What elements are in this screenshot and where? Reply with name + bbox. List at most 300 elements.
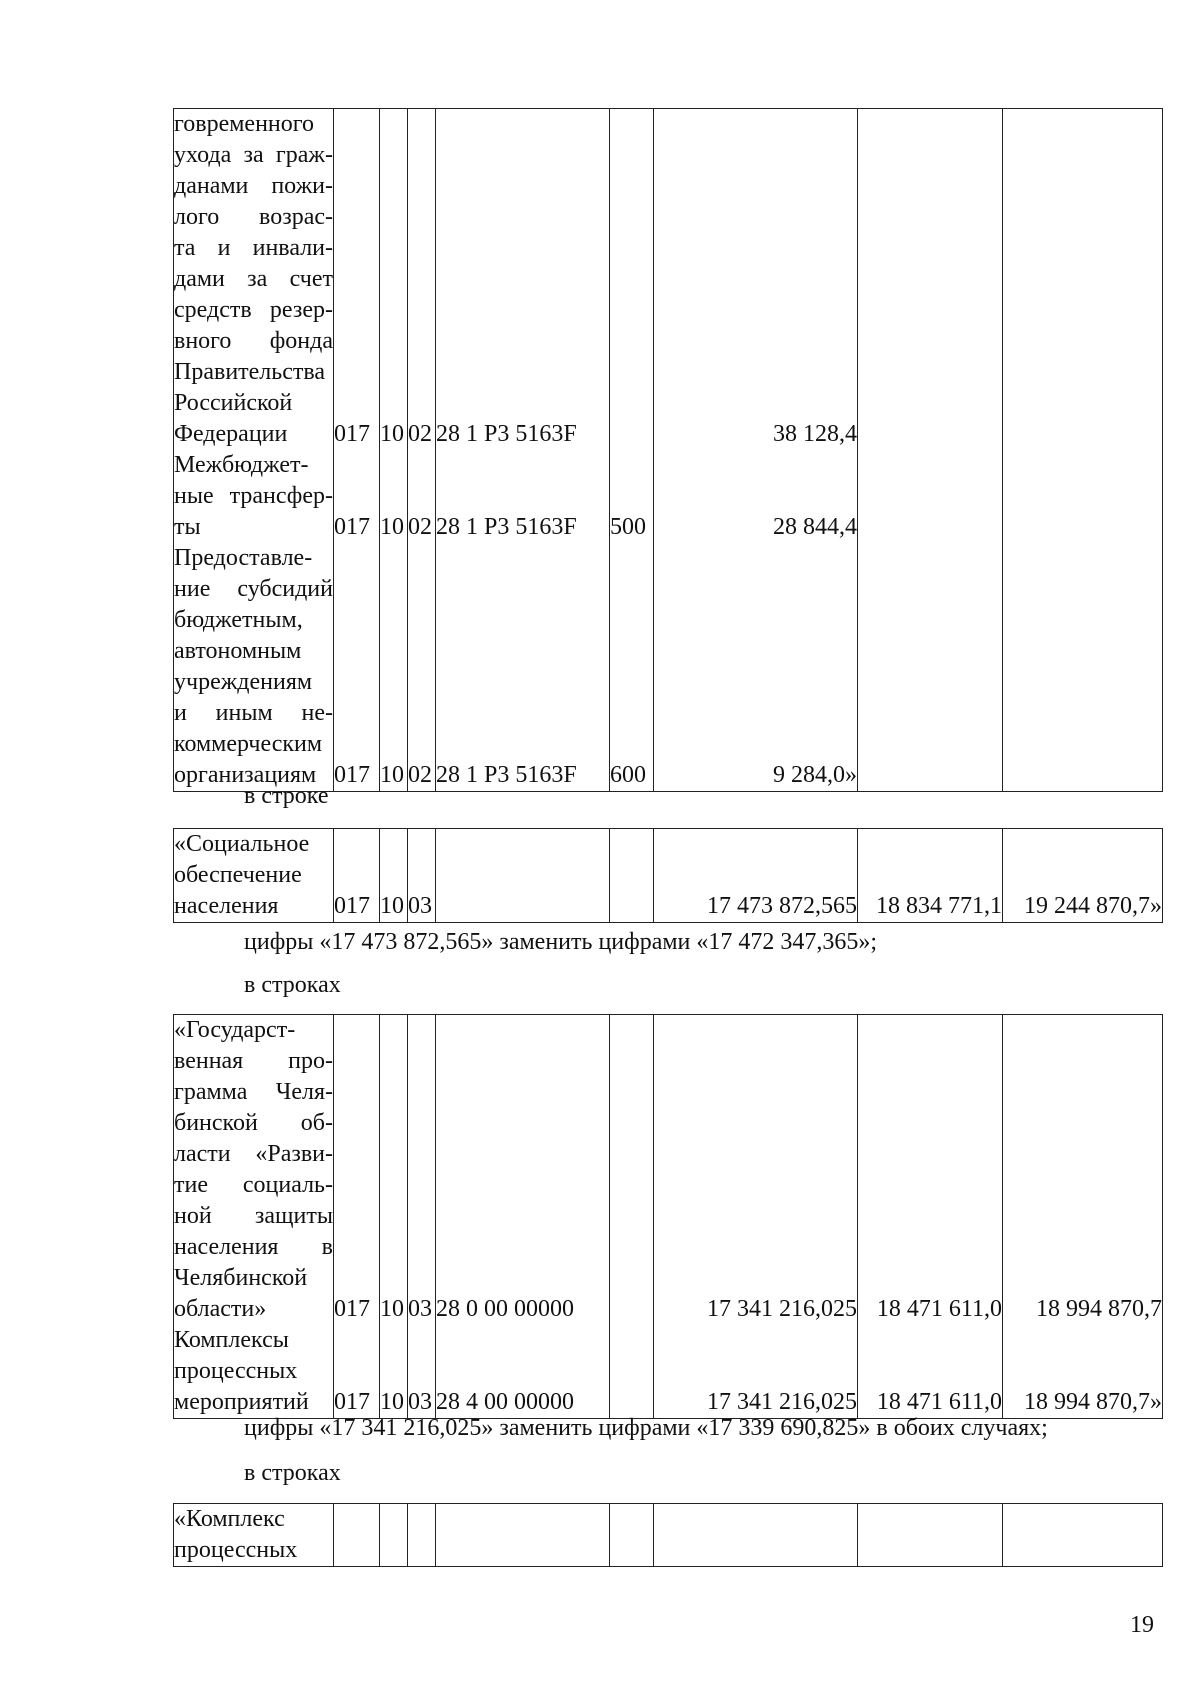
cell-target-article	[436, 1170, 610, 1201]
cell-section	[380, 543, 408, 574]
cell-expense-type	[610, 1139, 654, 1170]
cell-expense-type	[610, 1046, 654, 1077]
cell-target-article	[436, 388, 610, 419]
cell-target-article: 28 4 00 00000	[436, 1387, 610, 1419]
cell-amount-year2	[858, 481, 1003, 512]
cell-name	[174, 512, 334, 543]
table-row	[174, 295, 1163, 326]
cell-amount-year3: 18 994 870,7	[1003, 1294, 1163, 1325]
cell-name	[174, 171, 334, 202]
cell-section	[380, 729, 408, 760]
cell-target-article	[436, 1015, 610, 1047]
cell-amount-year3	[1003, 1046, 1163, 1077]
cell-amount-year3	[1003, 419, 1163, 450]
cell-target-article	[436, 1201, 610, 1232]
cell-gov-code	[334, 388, 380, 419]
cell-gov-code	[334, 357, 380, 388]
cell-amount-year1	[654, 1046, 858, 1077]
cell-expense-type	[610, 574, 654, 605]
cell-gov-code	[334, 233, 380, 264]
cell-amount-year2	[858, 357, 1003, 388]
cell-name-line: Федерации	[174, 421, 288, 447]
cell-amount-year1	[654, 667, 858, 698]
cell-name	[174, 1046, 334, 1077]
cell-name	[174, 636, 334, 667]
cell-amount-year1	[654, 1170, 858, 1201]
cell-section	[380, 326, 408, 357]
cell-target-article	[436, 357, 610, 388]
cell-amount-year2	[858, 1232, 1003, 1263]
cell-amount-year2	[858, 1077, 1003, 1108]
cell-expense-type	[610, 1170, 654, 1201]
cell-gov-code	[334, 295, 380, 326]
table-row	[174, 1294, 1163, 1325]
cell-name	[174, 1232, 334, 1263]
cell-amount-year1	[654, 264, 858, 295]
cell-amount-year3	[1003, 1077, 1163, 1108]
cell-amount-year2	[858, 512, 1003, 543]
cell-name-line: процессных	[174, 1358, 298, 1384]
table-row	[174, 543, 1163, 574]
cell-amount-year1	[654, 171, 858, 202]
cell-subsection	[408, 1201, 436, 1232]
cell-subsection	[408, 698, 436, 729]
cell-expense-type	[610, 667, 654, 698]
cell-amount-year1: 17 473 872,565	[654, 891, 858, 923]
cell-target-article: 28 1 Р3 5163F	[436, 760, 610, 792]
cell-section	[380, 605, 408, 636]
table-row	[174, 1356, 1163, 1387]
cell-target-article	[436, 667, 610, 698]
cell-name-line: и иным не-	[174, 700, 333, 726]
cell-expense-type	[610, 326, 654, 357]
table-row	[174, 829, 1163, 861]
cell-subsection	[408, 1325, 436, 1356]
cell-subsection	[408, 1535, 436, 1567]
cell-name	[174, 729, 334, 760]
cell-target-article	[436, 171, 610, 202]
cell-amount-year2	[858, 574, 1003, 605]
cell-section	[380, 1232, 408, 1263]
cell-amount-year1: 28 844,4	[654, 512, 858, 543]
cell-amount-year2	[858, 1015, 1003, 1047]
cell-gov-code: 017	[334, 1294, 380, 1325]
cell-expense-type	[610, 891, 654, 923]
cell-subsection	[408, 860, 436, 891]
cell-expense-type	[610, 1356, 654, 1387]
cell-amount-year1	[654, 1263, 858, 1294]
cell-section	[380, 1077, 408, 1108]
table-row	[174, 1139, 1163, 1170]
cell-target-article	[436, 450, 610, 481]
cell-amount-year1	[654, 543, 858, 574]
cell-subsection: 02	[408, 419, 436, 450]
cell-target-article	[436, 264, 610, 295]
cell-section	[380, 202, 408, 233]
table-row	[174, 1046, 1163, 1077]
cell-amount-year2: 18 471 611,0	[858, 1387, 1003, 1419]
cell-name	[174, 860, 334, 891]
cell-gov-code	[334, 1325, 380, 1356]
cell-expense-type	[610, 829, 654, 861]
cell-amount-year1	[654, 295, 858, 326]
cell-amount-year1: 38 128,4	[654, 419, 858, 450]
cell-gov-code	[334, 1356, 380, 1387]
cell-name-line: Челябинской	[174, 1265, 308, 1291]
cell-subsection	[408, 667, 436, 698]
cell-section	[380, 860, 408, 891]
cell-name	[174, 357, 334, 388]
cell-amount-year2	[858, 1046, 1003, 1077]
cell-amount-year2	[858, 450, 1003, 481]
cell-name-line: лого возрас-	[174, 204, 333, 230]
cell-section	[380, 636, 408, 667]
cell-section	[380, 1170, 408, 1201]
cell-target-article	[436, 1139, 610, 1170]
cell-section: 10	[380, 1294, 408, 1325]
table-row	[174, 1108, 1163, 1139]
cell-subsection	[408, 202, 436, 233]
cell-amount-year1	[654, 1139, 858, 1170]
table-row	[174, 1077, 1163, 1108]
cell-gov-code	[334, 326, 380, 357]
cell-amount-year3	[1003, 698, 1163, 729]
cell-target-article	[436, 1325, 610, 1356]
cell-amount-year3	[1003, 605, 1163, 636]
table-row	[174, 512, 1163, 543]
cell-amount-year3	[1003, 667, 1163, 698]
cell-subsection	[408, 140, 436, 171]
table-row	[174, 140, 1163, 171]
cell-subsection	[408, 171, 436, 202]
cell-name-line: данами пожи-	[174, 173, 333, 199]
cell-amount-year2	[858, 140, 1003, 171]
cell-name	[174, 233, 334, 264]
cell-section	[380, 388, 408, 419]
cell-amount-year3	[1003, 450, 1163, 481]
cell-amount-year3	[1003, 171, 1163, 202]
cell-subsection	[408, 1108, 436, 1139]
cell-amount-year1	[654, 636, 858, 667]
cell-gov-code	[334, 450, 380, 481]
cell-amount-year2	[858, 1535, 1003, 1567]
cell-name	[174, 326, 334, 357]
cell-amount-year3	[1003, 1356, 1163, 1387]
cell-amount-year2	[858, 698, 1003, 729]
cell-section	[380, 1108, 408, 1139]
cell-gov-code	[334, 481, 380, 512]
cell-amount-year3	[1003, 1325, 1163, 1356]
cell-amount-year3	[1003, 829, 1163, 861]
cell-name	[174, 1263, 334, 1294]
cell-target-article	[436, 1535, 610, 1567]
cell-name-line: Правительства	[174, 359, 326, 385]
cell-gov-code	[334, 1170, 380, 1201]
cell-amount-year3	[1003, 388, 1163, 419]
page-number: 19	[1130, 1612, 1154, 1638]
cell-name	[174, 1170, 334, 1201]
cell-subsection	[408, 1170, 436, 1201]
cell-gov-code	[334, 605, 380, 636]
cell-subsection	[408, 326, 436, 357]
cell-expense-type	[610, 264, 654, 295]
cell-gov-code	[334, 1077, 380, 1108]
cell-section: 10	[380, 512, 408, 543]
cell-target-article	[436, 829, 610, 861]
cell-target-article	[436, 636, 610, 667]
cell-amount-year2	[858, 109, 1003, 141]
cell-name	[174, 450, 334, 481]
cell-expense-type	[610, 357, 654, 388]
table-row	[174, 357, 1163, 388]
table-row	[174, 171, 1163, 202]
cell-target-article	[436, 860, 610, 891]
cell-gov-code: 017	[334, 760, 380, 792]
cell-subsection	[408, 605, 436, 636]
cell-gov-code	[334, 1232, 380, 1263]
cell-name-line: «Социальное	[174, 831, 310, 857]
cell-section	[380, 233, 408, 264]
cell-amount-year1	[654, 1325, 858, 1356]
cell-section	[380, 1325, 408, 1356]
cell-amount-year3	[1003, 1139, 1163, 1170]
cell-amount-year2	[858, 729, 1003, 760]
cell-name-line: обеспечение	[174, 862, 302, 888]
cell-name-line: ние субсидий	[174, 576, 333, 602]
cell-expense-type	[610, 698, 654, 729]
table-row	[174, 388, 1163, 419]
table-row	[174, 729, 1163, 760]
cell-amount-year2	[858, 233, 1003, 264]
table-row	[174, 574, 1163, 605]
cell-target-article	[436, 543, 610, 574]
table-row	[174, 636, 1163, 667]
cell-target-article	[436, 729, 610, 760]
cell-expense-type	[610, 605, 654, 636]
table-row	[174, 481, 1163, 512]
cell-gov-code	[334, 829, 380, 861]
table-row	[174, 450, 1163, 481]
cell-amount-year2	[858, 1504, 1003, 1536]
cell-expense-type	[610, 233, 654, 264]
cell-amount-year2: 18 471 611,0	[858, 1294, 1003, 1325]
cell-expense-type	[610, 1294, 654, 1325]
cell-target-article	[436, 574, 610, 605]
table-row	[174, 233, 1163, 264]
table-row	[174, 419, 1163, 450]
cell-amount-year1	[654, 1232, 858, 1263]
cell-name	[174, 1356, 334, 1387]
cell-name-line: венная про-	[174, 1048, 333, 1074]
cell-name-line: тие социаль-	[174, 1172, 333, 1198]
cell-section	[380, 1139, 408, 1170]
cell-amount-year2: 18 834 771,1	[858, 891, 1003, 923]
cell-subsection	[408, 357, 436, 388]
cell-section	[380, 109, 408, 141]
cell-name-line: бинской об-	[174, 1110, 333, 1136]
cell-gov-code	[334, 698, 380, 729]
cell-section: 10	[380, 891, 408, 923]
cell-name-line: вного фонда	[174, 328, 333, 354]
cell-amount-year2	[858, 860, 1003, 891]
cell-amount-year1	[654, 1504, 858, 1536]
cell-amount-year3	[1003, 1108, 1163, 1139]
cell-gov-code	[334, 543, 380, 574]
cell-subsection	[408, 636, 436, 667]
cell-amount-year2	[858, 760, 1003, 792]
cell-gov-code	[334, 667, 380, 698]
cell-amount-year3	[1003, 357, 1163, 388]
cell-gov-code	[334, 1201, 380, 1232]
cell-target-article	[436, 1504, 610, 1536]
cell-name-line: средств резер-	[174, 297, 333, 323]
cell-name-line: та и инвали-	[174, 235, 333, 261]
cell-amount-year1	[654, 326, 858, 357]
cell-name	[174, 140, 334, 171]
cell-amount-year1	[654, 450, 858, 481]
cell-name	[174, 667, 334, 698]
cell-amount-year3	[1003, 140, 1163, 171]
cell-gov-code: 017	[334, 512, 380, 543]
cell-subsection	[408, 1504, 436, 1536]
cell-amount-year3	[1003, 1201, 1163, 1232]
budget-table-2	[173, 828, 1163, 923]
cell-subsection	[408, 1232, 436, 1263]
cell-target-article	[436, 140, 610, 171]
cell-amount-year3	[1003, 481, 1163, 512]
cell-name	[174, 698, 334, 729]
cell-section	[380, 1535, 408, 1567]
cell-name	[174, 829, 334, 861]
cell-amount-year1	[654, 1535, 858, 1567]
table-row	[174, 1170, 1163, 1201]
cell-amount-year1	[654, 1015, 858, 1047]
cell-target-article	[436, 891, 610, 923]
cell-name-line: ной защиты	[174, 1203, 333, 1229]
cell-name-line: бюджетным,	[174, 607, 303, 633]
cell-expense-type	[610, 1232, 654, 1263]
cell-amount-year2	[858, 264, 1003, 295]
cell-name-line: населения	[174, 893, 279, 919]
cell-subsection	[408, 1077, 436, 1108]
cell-subsection: 02	[408, 760, 436, 792]
cell-name	[174, 1077, 334, 1108]
cell-expense-type	[610, 1263, 654, 1294]
cell-amount-year1	[654, 1356, 858, 1387]
cell-target-article: 28 1 Р3 5163F	[436, 512, 610, 543]
cell-section: 10	[380, 1387, 408, 1419]
cell-target-article	[436, 1077, 610, 1108]
cell-subsection	[408, 109, 436, 141]
cell-amount-year1	[654, 605, 858, 636]
cell-section	[380, 667, 408, 698]
cell-amount-year3	[1003, 1015, 1163, 1047]
cell-expense-type	[610, 450, 654, 481]
cell-name	[174, 574, 334, 605]
cell-subsection	[408, 481, 436, 512]
cell-amount-year3	[1003, 1263, 1163, 1294]
cell-subsection	[408, 1015, 436, 1047]
cell-subsection	[408, 450, 436, 481]
cell-expense-type	[610, 543, 654, 574]
cell-name	[174, 388, 334, 419]
cell-amount-year1	[654, 574, 858, 605]
cell-section	[380, 357, 408, 388]
cell-amount-year2	[858, 1325, 1003, 1356]
cell-amount-year2	[858, 1108, 1003, 1139]
cell-subsection	[408, 233, 436, 264]
cell-name-line: говременного	[174, 111, 315, 137]
instruction-in-lines-1: в строках	[244, 972, 341, 998]
cell-subsection: 03	[408, 1294, 436, 1325]
table-row	[174, 1325, 1163, 1356]
cell-name-line: коммерческим	[174, 731, 323, 757]
cell-amount-year2	[858, 388, 1003, 419]
budget-table-1	[173, 108, 1163, 792]
cell-amount-year2	[858, 829, 1003, 861]
cell-gov-code	[334, 1108, 380, 1139]
cell-gov-code	[334, 860, 380, 891]
cell-gov-code	[334, 140, 380, 171]
cell-subsection	[408, 543, 436, 574]
cell-section	[380, 295, 408, 326]
cell-gov-code	[334, 109, 380, 141]
cell-amount-year3	[1003, 1232, 1163, 1263]
cell-name-line: процессных	[174, 1537, 298, 1563]
cell-gov-code: 017	[334, 891, 380, 923]
cell-target-article	[436, 1263, 610, 1294]
cell-expense-type	[610, 295, 654, 326]
cell-section	[380, 264, 408, 295]
cell-name	[174, 264, 334, 295]
cell-amount-year1: 17 341 216,025	[654, 1387, 858, 1419]
cell-amount-year3	[1003, 729, 1163, 760]
cell-amount-year3: 19 244 870,7»	[1003, 891, 1163, 923]
cell-name-line: Комплексы	[174, 1327, 289, 1353]
cell-amount-year3	[1003, 1504, 1163, 1536]
cell-expense-type: 500	[610, 512, 654, 543]
cell-section	[380, 1263, 408, 1294]
cell-amount-year1	[654, 1108, 858, 1139]
cell-name	[174, 1504, 334, 1536]
cell-expense-type	[610, 202, 654, 233]
cell-amount-year2	[858, 1139, 1003, 1170]
cell-amount-year3	[1003, 109, 1163, 141]
cell-gov-code: 017	[334, 1387, 380, 1419]
cell-expense-type	[610, 388, 654, 419]
cell-expense-type	[610, 860, 654, 891]
table-row	[174, 326, 1163, 357]
cell-name-line: «Комплекс	[174, 1506, 285, 1532]
cell-expense-type	[610, 1077, 654, 1108]
table-row	[174, 1201, 1163, 1232]
cell-section	[380, 829, 408, 861]
cell-name-line: дами за счет	[174, 266, 333, 292]
cell-amount-year1: 9 284,0»	[654, 760, 858, 792]
cell-gov-code	[334, 171, 380, 202]
cell-amount-year3	[1003, 1535, 1163, 1567]
cell-amount-year2	[858, 543, 1003, 574]
cell-amount-year2	[858, 636, 1003, 667]
cell-name-line: «Государст-	[174, 1017, 296, 1043]
cell-amount-year1	[654, 202, 858, 233]
cell-amount-year3	[1003, 512, 1163, 543]
cell-amount-year2	[858, 326, 1003, 357]
cell-amount-year3	[1003, 543, 1163, 574]
instruction-in-line: в строке	[244, 783, 329, 809]
cell-gov-code: 017	[334, 419, 380, 450]
cell-amount-year3	[1003, 326, 1163, 357]
